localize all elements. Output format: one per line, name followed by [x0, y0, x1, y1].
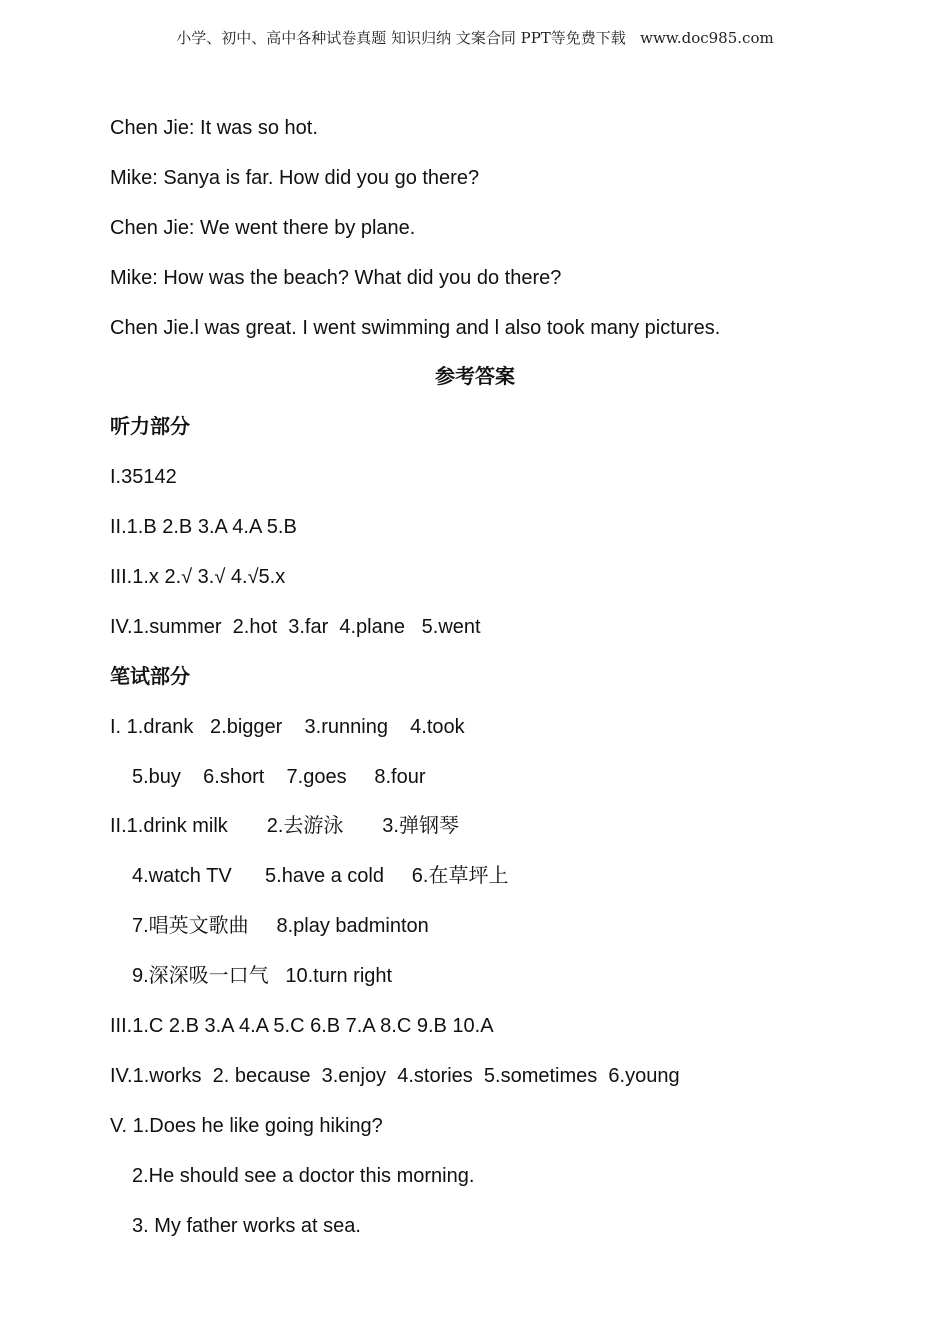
dialogue-line: Chen Jie: It was so hot. — [110, 117, 318, 139]
dialogue-line: Mike: How was the beach? What did you do there? — [110, 266, 562, 289]
answer-line: II.1.drink milk 2.去游泳 3.弹钢琴 — [110, 815, 459, 838]
answer-line: 9.深深吸一口气 10.turn right — [132, 965, 393, 988]
document-body — [110, 114, 870, 1261]
answer-line: IV.1.summer 2.hot 3.far 4.plane 5.went — [110, 615, 481, 638]
answer-line: 3. My father works at sea. — [132, 1214, 361, 1237]
answer-line: 7.唱英文歌曲 8.play badminton — [132, 915, 429, 938]
answer-line: I. 1.drank 2.bigger 3.running 4.took — [110, 715, 465, 738]
answer-line: 4.watch TV 5.have a cold 6.在草坪上 — [132, 865, 509, 888]
answer-line: III.1.x 2.√ 3.√ 4.√5.x — [110, 566, 286, 589]
listening-heading: 听力部分 — [110, 416, 190, 439]
answer-line: 5.buy 6.short 7.goes 8.four — [132, 765, 426, 788]
written-heading: 笔试部分 — [110, 665, 190, 688]
dialogue-line: Mike: Sanya is far. How did you go there? — [110, 166, 480, 189]
answer-line: V. 1.Does he like going hiking? — [110, 1114, 383, 1137]
dialogue-line: Chen Jie: We went there by plane. — [110, 216, 416, 239]
answer-line: IV.1.works 2. because 3.enjoy 4.stories 5.sometimes 6.young — [110, 1064, 680, 1087]
answer-line: I.35142 — [110, 466, 177, 489]
answers-title: 参考答案 — [435, 366, 515, 389]
answer-line: 2.He should see a doctor this morning. — [132, 1164, 475, 1187]
dialogue-line: Chen Jie.l was great. I went swimming and l also took many pictures. — [110, 316, 721, 339]
page-header: 小学、初中、高中各种试卷真题 知识归纳 文案合同 PPT等免费下载 www.doc985.com — [176, 29, 774, 47]
answer-line: II.1.B 2.B 3.A 4.A 5.B — [110, 516, 297, 539]
answer-line: III.1.C 2.B 3.A 4.A 5.C 6.B 7.A 8.C 9.B 10.A — [110, 1015, 494, 1038]
